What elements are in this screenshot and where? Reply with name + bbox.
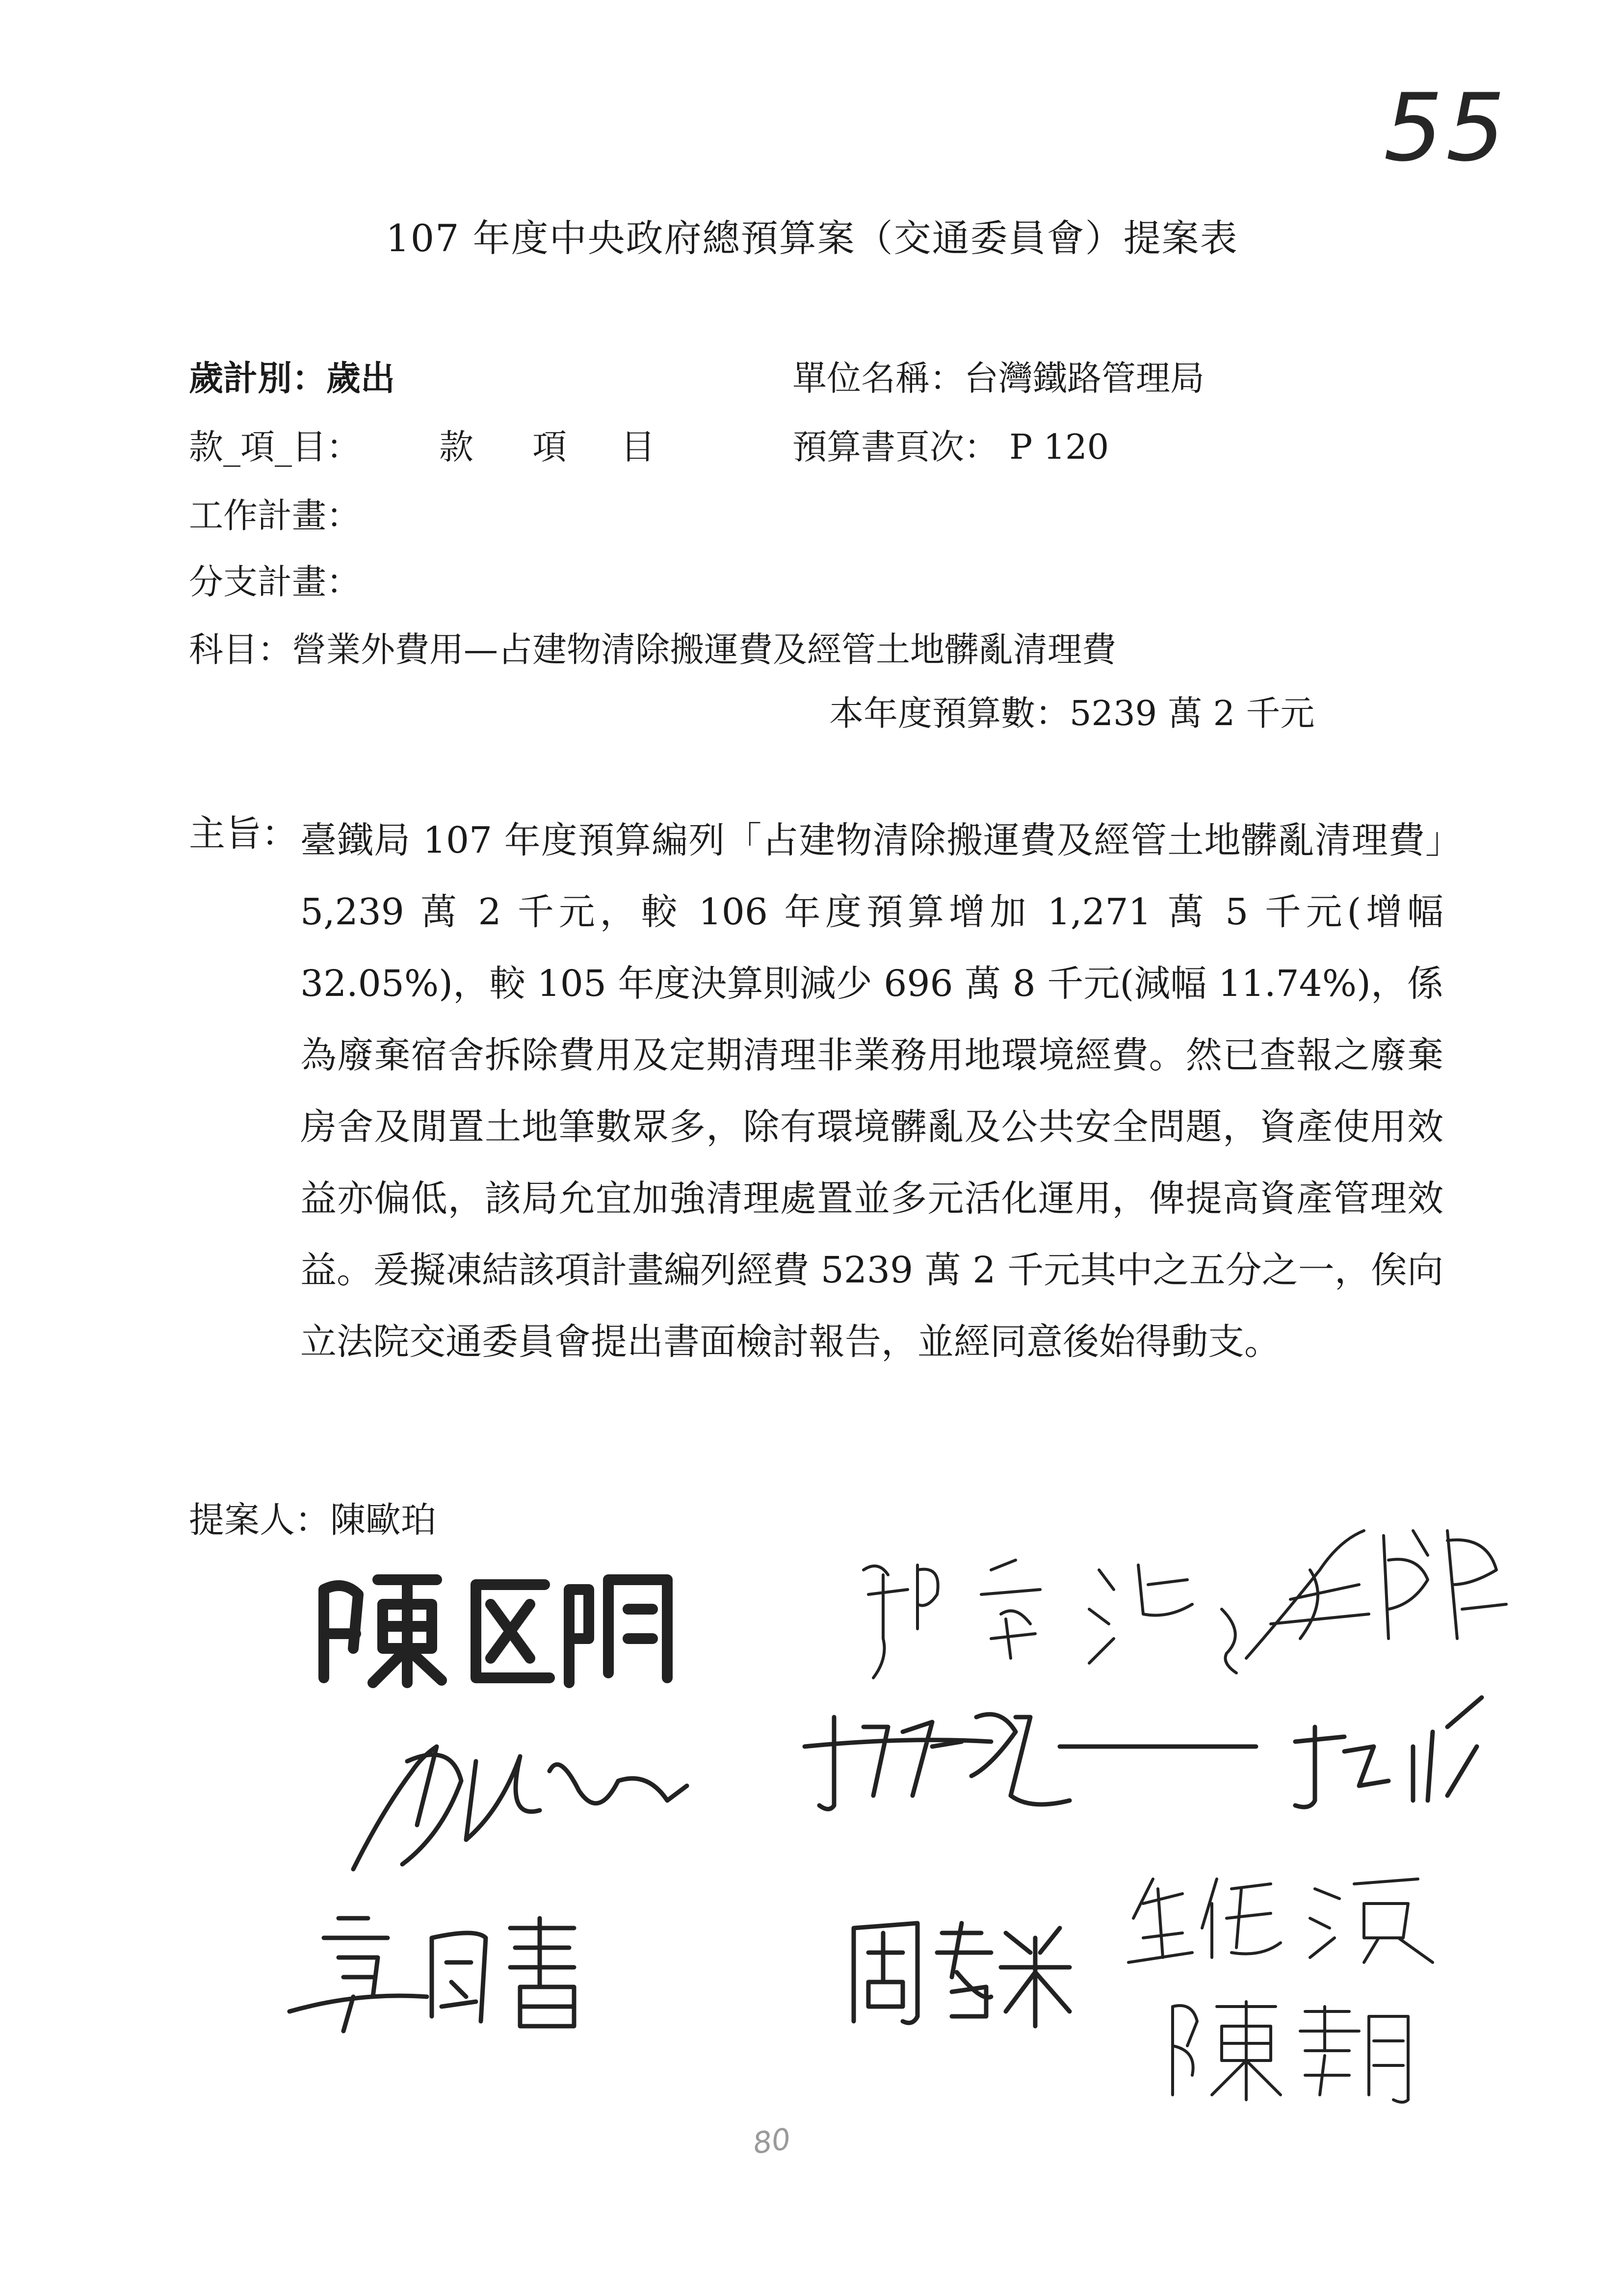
signature-stroke-mark [1217,1604,1251,1678]
unit-name: 單位名稱：台灣鐵路管理局 [792,358,1205,398]
signature-1 [314,1560,697,1693]
kxm-kuan: 款 [439,427,473,467]
purpose-label: 主旨： [189,812,298,855]
kxm-xiang: 項 [532,427,567,467]
signature-8 [844,1904,1074,2031]
signature-2 [854,1540,1227,1688]
budget-book-page: 預算書頁次： P 120 [792,427,1109,467]
bottom-page-mark-handwritten: 80 [751,2122,793,2161]
kxm-label: 款_項_目： [189,427,361,467]
signature-3 [1241,1511,1516,1673]
signature-7 [280,1899,633,2046]
signature-10 [1163,1987,1418,2105]
work-plan-label: 工作計畫： [189,496,361,536]
signature-4 [343,1712,697,1874]
purpose-text: 臺鐵局 107 年度預算編列「占建物清除搬運費及經管土地髒亂清理費」5,239 萬 2 千元，較 106 年度預算增加 1,271 萬 5 千元(增幅 32.05%)，較 105 年度決算則減少 696 萬 8 千元(減幅 11.74%)，係為廢棄宿舍拆除費用及定期清理非業務用地環境經費。然已查報之廢棄房舍及閒置土地筆數眾多，除有環境髒亂及公共安全問題，資產使用效益亦偏低，該局允宜加強清理處置並多元活化運用，俾提高資產管理效益。爰擬凍結該項計畫編列經費 5239 萬 2 千元其中之五分之一，俟向立法院交通委員會提出書面檢討報告，並經同意後始得動支。 [300,819,1443,1363]
proposer-label: 提案人：陳歐珀 [189,1499,437,1540]
signature-5 [805,1688,1482,1815]
subject-line: 科目：營業外費用—占建物清除搬運費及經管土地髒亂清理費 [189,629,1116,670]
form-title: 107 年度中央政府總預算案（交通委員會）提案表 [386,216,1238,260]
signature-9 [1124,1859,1442,1972]
kxm-mu: 目 [621,427,655,467]
page-number-handwritten: 55 [1384,74,1508,182]
category-label: 歲計別：歲出 [189,358,395,398]
budget-amount: 本年度預算數：5239 萬 2 千元 [829,693,1315,733]
branch-plan-label: 分支計畫： [189,562,361,602]
